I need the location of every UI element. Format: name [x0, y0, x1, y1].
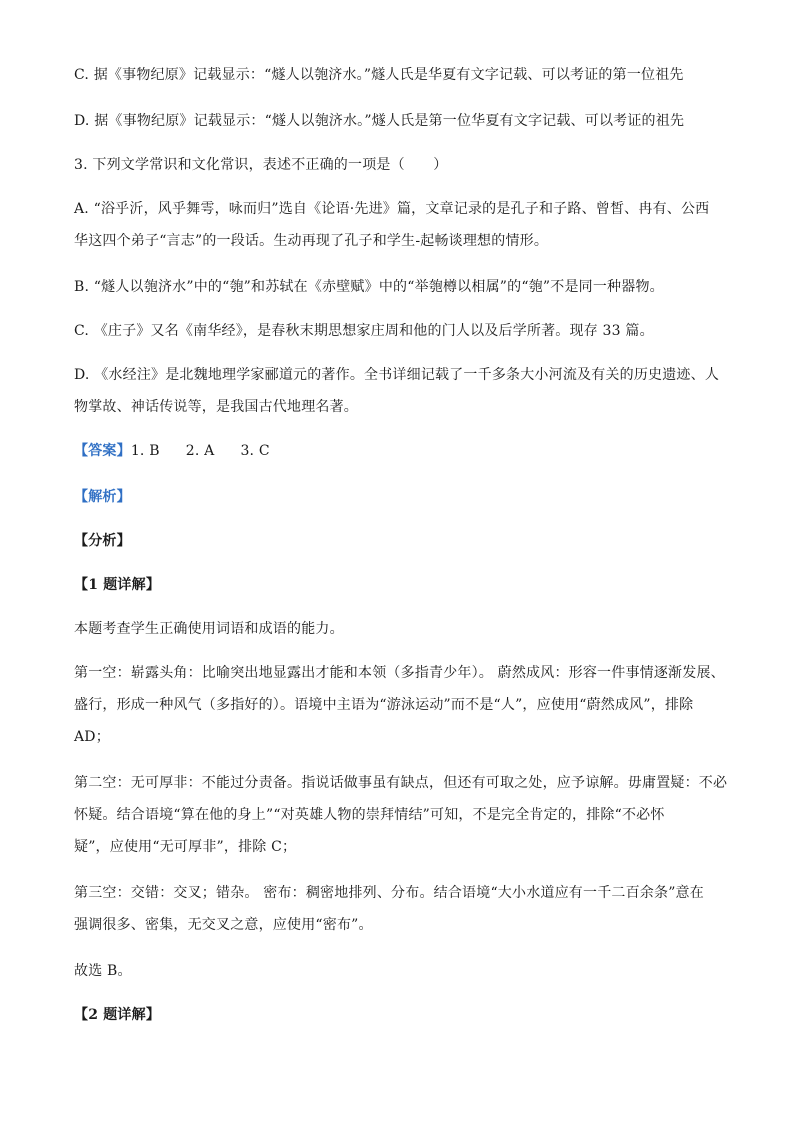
blank-2-line-3: 疑”，应使用“无可厚非”，排除 C；: [74, 839, 297, 855]
analysis-label: 【解析】: [74, 489, 131, 505]
blank-2-line-2: 怀疑。结合语境“算在他的身上”“对英雄人物的崇拜情结”可知，不是完全肯定的，排除“不必怀: [74, 807, 665, 823]
question-2-detail-label: 【2 题详解】: [74, 1007, 161, 1023]
question-3-option-d-line-2: 物掌故、神话传说等，是我国古代地理名著。: [74, 399, 358, 415]
blank-3-line-1: 第三空：交错：交叉；错杂。 密布：稠密地排列、分布。结合语境“大小水道应有一千二百余条”意在: [74, 885, 704, 901]
question-3-option-a-line-1: A. “浴乎沂，风乎舞雩，咏而归”选自《论语·先进》篇，文章记录的是孔子和子路、曾皙、冉有、公西: [74, 201, 710, 217]
fenxi-label: 【分析】: [74, 533, 131, 549]
option-d-previous: D. 据《事物纪原》记载显示：“燧人以匏济水。”燧人氏是第一位华夏有文字记载、可以考证的祖先: [74, 113, 685, 129]
blank-1-line-3: AD；: [74, 729, 110, 745]
question-3-option-b: B. “燧人以匏济水”中的“匏”和苏轼在《赤壁赋》中的“举匏樽以相属”的“匏”不是同一种器物。: [74, 279, 664, 295]
blank-3-line-2: 强调很多、密集，无交叉之意，应使用“密布”。: [74, 917, 373, 933]
answer-item-2: 2. A: [185, 443, 215, 459]
blank-1-line-2: 盛行，形成一种风气（多指好的）。语境中主语为“游泳运动”而不是“人”，应使用“蔚然成风”，排除: [74, 697, 694, 713]
question-3-option-a-line-2: 华这四个弟子“言志”的一段话。生动再现了孔子和学生-起畅谈理想的情形。: [74, 233, 549, 249]
answer-item-1: 1. B: [130, 443, 160, 459]
question-3-option-c: C. 《庄子》又名《南华经》，是春秋末期思想家庄周和他的门人以及后学所著。现存 33 篇。: [74, 323, 654, 339]
blank-1-line-1: 第一空：崭露头角：比喻突出地显露出才能和本领（多指青少年）。 蔚然成风：形容一件事情逐渐发展、: [74, 665, 725, 681]
question-3-stem: 3. 下列文学常识和文化常识，表述不正确的一项是（ ）: [74, 157, 448, 173]
answer-item-3: 3. C: [240, 443, 270, 459]
question-3-option-d-line-1: D. 《水经注》是北魏地理学家郦道元的著作。全书详细记载了一千多条大小河流及有关的历史遗迹、人: [74, 367, 720, 383]
question-1-detail-label: 【1 题详解】: [74, 577, 161, 593]
question-1-intro: 本题考查学生正确使用词语和成语的能力。: [74, 621, 344, 637]
blank-2-line-1: 第二空：无可厚非：不能过分责备。指说话做事虽有缺点，但还有可取之处，应予谅解。毋庸置疑：不必: [74, 775, 728, 791]
conclusion: 故选 B。: [74, 963, 132, 979]
option-c-previous: C. 据《事物纪原》记载显示：“燧人以匏济水。”燧人氏是华夏有文字记载、可以考证的第一位祖先: [74, 67, 684, 83]
answer-label: 【答案】: [74, 443, 131, 459]
answer-row: [74, 440, 724, 462]
